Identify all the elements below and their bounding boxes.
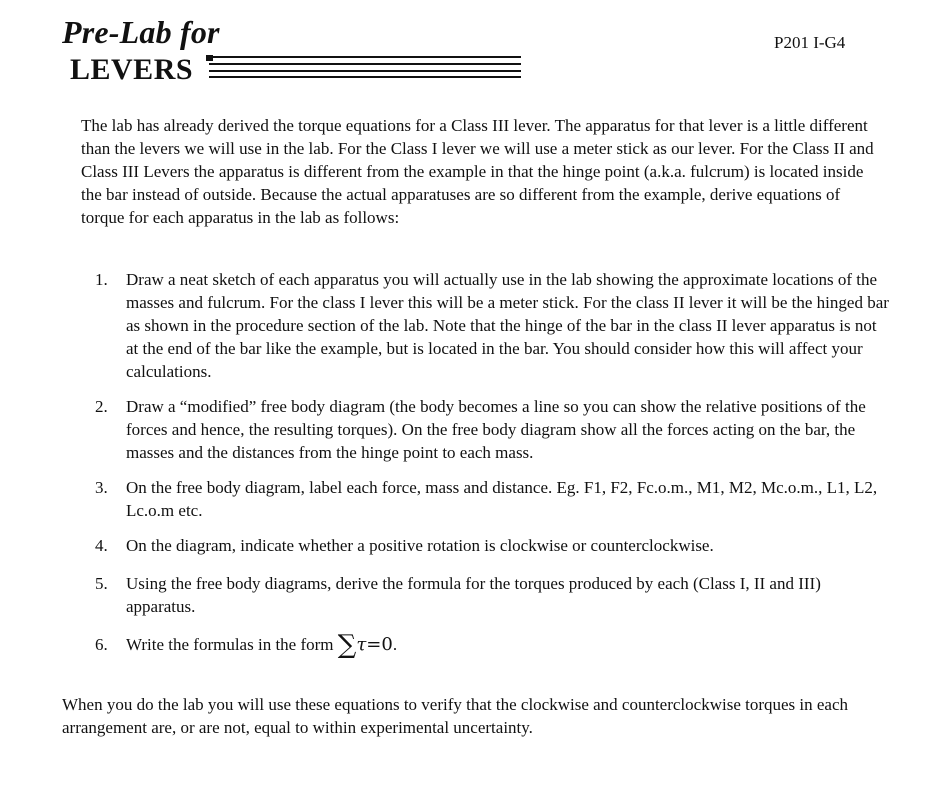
list-item [81,534,891,557]
sigma-symbol: ∑ [337,630,357,660]
list-item [81,476,891,522]
formula-period: . [392,635,398,654]
step-text: Draw a neat sketch of each apparatus you will actually use in the lab showing the approximate locations of the masses and fulcrum. For the class I lever this will be a meter stick. For the class II lever it will be the hinged bar as shown in the procedure section of the lab. Note that the hinge of the bar in the class II lever apparatus is not at the end of the bar like the example, but is located in the bar. You should consider how this will affect your calculations. [126,270,889,381]
step-text-lead: Write the formulas in the form [126,635,338,654]
step-text: On the free body diagram, label each force, mass and distance. Eg. F1, F2, Fc.o.m., M1, M2, Mc.o.m., L1, L2, Lc.o.m etc. [126,478,878,520]
step-number: 5. [95,574,108,593]
list-item [81,630,891,660]
step-number: 2. [95,397,108,416]
torque-formula [337,630,393,660]
title-rule-line [209,56,521,58]
step-number: 4. [95,536,108,555]
step-number: 3. [95,478,108,497]
steps-list [81,268,891,660]
step-number: 6. [95,635,108,654]
title-rule-line [209,70,521,72]
step-text [126,630,891,660]
intro-paragraph: The lab has already derived the torque equations for a Class III lever. The apparatus for that lever is a little different than the levers we will use in the lab. For the Class I lever we will use a meter stick as our lever. For the Class II and Class III Levers the apparatus is different from the example in that the hinge point (a.k.a. fulcrum) is located inside the bar instead of outside. Because the actual apparatuses are so different from the example, derive equations of torque for each apparatus in the lab as follows: [81,116,874,227]
step-text: Using the free body diagrams, derive the formula for the torques produced by each (Class I, II and III) apparatus. [126,574,821,616]
list-item [81,268,891,383]
title-rule-line [209,76,521,78]
title-pre-lab: Pre-Lab for [62,14,220,50]
step-text: On the diagram, indicate whether a positive rotation is clockwise or counterclockwise. [126,536,714,555]
title-rule-line [209,63,521,65]
step-number: 1. [95,270,108,289]
closing-paragraph: When you do the lab you will use these equations to verify that the clockwise and counterclockwise torques in each arrangement are, or are not, equal to within experimental uncertainty. [62,695,849,737]
title-levers: LEVERS [70,53,194,86]
list-item [81,572,891,618]
formula-equals-zero: =0 [366,634,393,655]
list-item [81,395,891,464]
tau-symbol: τ [356,634,367,655]
course-code: P201 I-G4 [774,33,846,52]
step-text: Draw a “modified” free body diagram (the body becomes a line so you can show the relative positions of the forces and hence, the resulting torques). On the free body diagram show all the forces acting on the bar, the masses and the distances from the hinge point to each mass. [126,397,866,462]
